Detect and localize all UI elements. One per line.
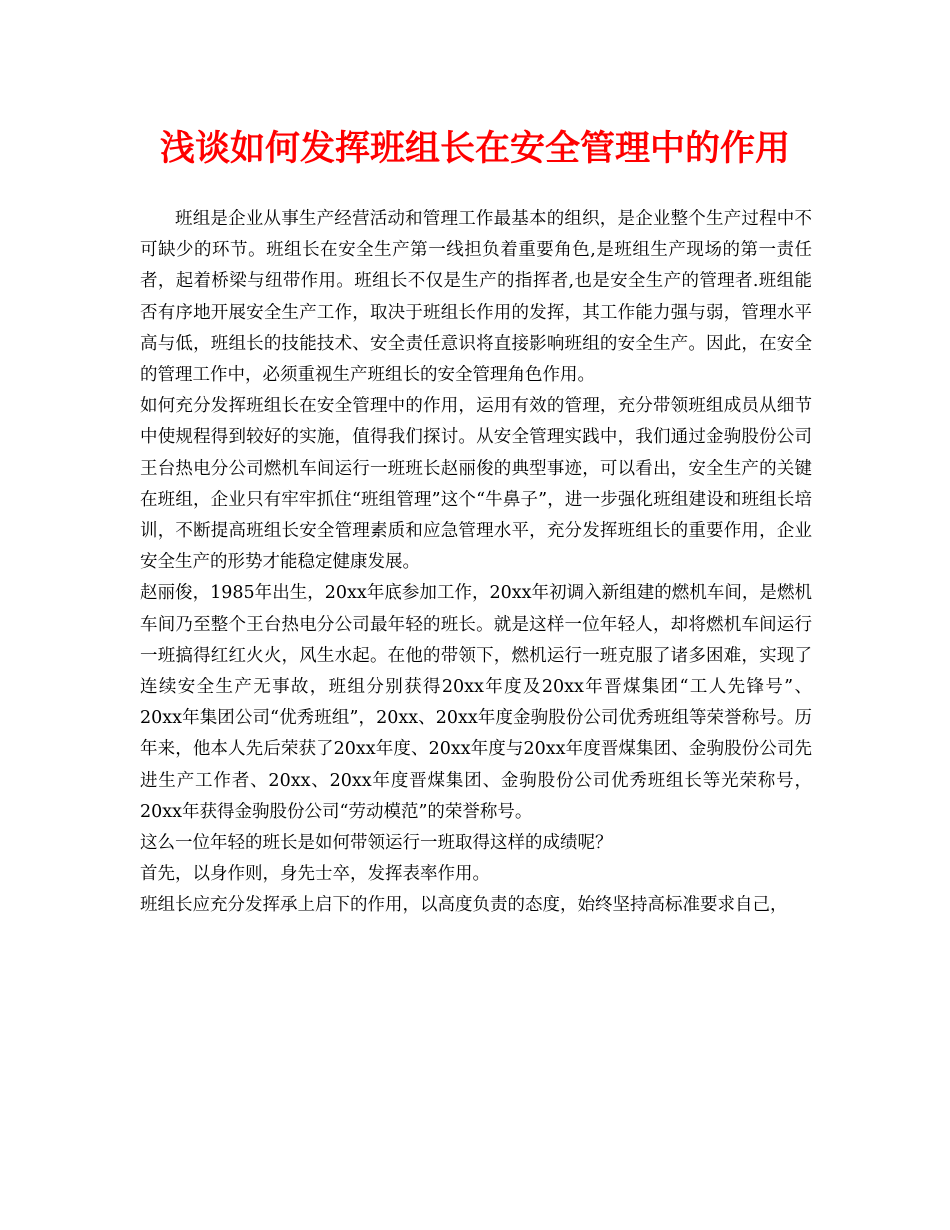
paragraph-team-leader: 班组长应充分发挥承上启下的作用，以高度负责的态度，始终坚持高标准要求自己， xyxy=(140,895,788,916)
paragraph-intro: 班组是企业从事生产经营活动和管理工作最基本的组织，是企业整个生产过程中不可缺少的环节。班组长在安全生产第一线担负着重要角色,是班组生产现场的第一责任者，起着桥梁与纽带作用。班组长不仅是生产的指挥者,也是安全生产的管理者.班组能否有序地开展安全生产工作，取决于班组长作用的发挥，其工作能力强与弱，管理水平高与低，班组长的技能技术、安全责任意识将直接影响班组的安全生产。因此，在安全的管理工作中，必须重视生产班组长的安全管理角色作用。 xyxy=(140,209,812,386)
paragraph-question: 这么一位年轻的班长是如何带领运行一班取得这样的成绩呢？ xyxy=(140,833,613,854)
paragraph-first-point: 首先，以身作则，身先士卒，发挥表率作用。 xyxy=(140,864,490,885)
document-body xyxy=(140,204,812,922)
paragraph-how-to: 如何充分发挥班组长在安全管理中的作用，运用有效的管理，充分带领班组成员从细节中使规程得到较好的实施，值得我们探讨。从安全管理实践中，我们通过金驹股份公司王台热电分公司燃机车间运行一班班长赵丽俊的典型事迹，可以看出，安全生产的关键在班组，企业只有牢牢抓住“班组管理”这个“牛鼻子”，进一步强化班组建设和班组长培训，不断提高班组长安全管理素质和应急管理水平，充分发挥班组长的重要作用，企业安全生产的形势才能稳定健康发展。 xyxy=(140,396,812,573)
document-title: 浅谈如何发挥班组长在安全管理中的作用 xyxy=(159,129,790,169)
paragraph-zhao-lijun: 赵丽俊，1985年出生，20xx年底参加工作，20xx年初调入新组建的燃机车间，是燃机车间乃至整个王台热电分公司最年轻的班长。就是这样一位年轻人，却将燃机车间运行一班搞得红红火火，风生水起。在他的带领下，燃机运行一班克服了诸多困难，实现了连续安全生产无事故，班组分别获得20xx年度及20xx年晋煤集团“工人先锋号”、 20xx年集团公司“优秀班组”，20xx、20xx年度金驹股份公司优秀班组等荣誉称号。历年来，他本人先后荣获了20xx年度、20xx年度与20xx年度晋煤集团、金驹股份公司先进生产工作者、20xx、20xx年度晋煤集团、金驹股份公司优秀班组长等光荣称号，20xx年获得金驹股份公司“劳动模范”的荣誉称号。 xyxy=(140,583,812,822)
